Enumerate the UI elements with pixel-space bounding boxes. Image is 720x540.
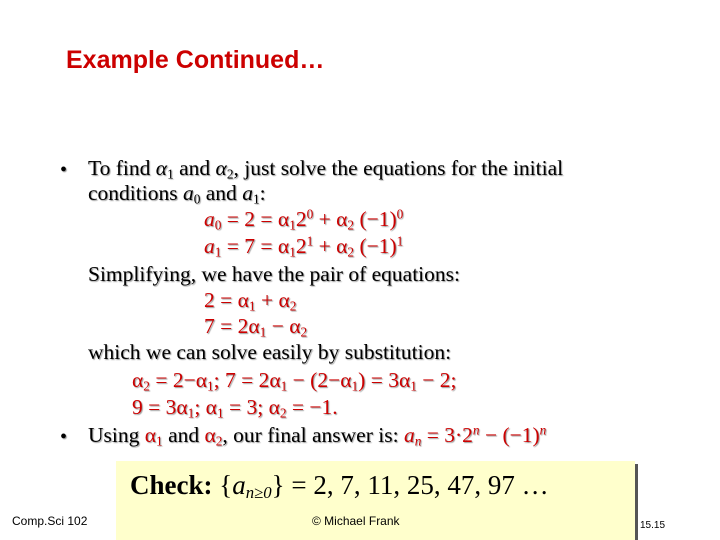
sub: 2 [289, 298, 297, 314]
text: a [403, 423, 415, 447]
text: + α [255, 288, 290, 312]
text: a [204, 207, 215, 231]
sub: 1 [289, 244, 296, 260]
text: = 2, 7, 11, 25, 47, 97 … [284, 470, 549, 500]
equation-pair-1 [204, 287, 296, 314]
text: To find [88, 156, 156, 180]
sub: 1 [206, 378, 214, 394]
line-final-answer [88, 422, 546, 449]
text: = 3; α [223, 395, 280, 419]
equation-pair-2 [204, 313, 307, 340]
line-find-alphas [88, 155, 563, 182]
text: a [204, 234, 215, 258]
sub: 1 [289, 217, 296, 233]
sub: 2 [226, 166, 234, 182]
sup: n [472, 422, 480, 438]
text: ; α [194, 395, 217, 419]
sub: 1 [248, 298, 256, 314]
text: and [200, 181, 243, 205]
text: = 2 = α [221, 207, 290, 231]
sub: 1 [252, 191, 260, 207]
sub: 2 [347, 217, 355, 233]
sup: 1 [306, 233, 314, 249]
alpha1: α [155, 156, 168, 180]
equation-substitution-1 [132, 367, 457, 394]
text: ) = 3α [358, 368, 411, 392]
sub: 1 [280, 378, 288, 394]
line-substitution: which we can solve easily by substitution: [88, 340, 452, 364]
final-formula [404, 423, 546, 447]
text: = 2−α [149, 368, 207, 392]
a1: a [242, 181, 253, 205]
a0: a [182, 181, 194, 205]
sub: 1 [214, 244, 222, 260]
sup: 0 [306, 206, 314, 222]
sub: 1 [156, 433, 163, 449]
text: , our final answer is: [222, 423, 404, 447]
line-simplifying: Simplifying, we have the pair of equations: [88, 262, 460, 286]
sub: n [414, 433, 422, 449]
check-statement [130, 470, 549, 501]
text: − (2−α [287, 368, 352, 392]
alpha2: α [215, 156, 227, 180]
text: + α [313, 234, 348, 258]
sub: 2 [143, 378, 150, 394]
text: 2 [295, 234, 307, 258]
bullet-2: • [60, 426, 68, 448]
text: (−1) [354, 207, 397, 231]
sub: 1 [187, 405, 195, 421]
sub: 1 [167, 166, 174, 182]
sub: 0 [193, 191, 201, 207]
alpha1: α [144, 423, 157, 447]
text: a [232, 470, 246, 500]
text: 2 [295, 207, 307, 231]
text: and [162, 423, 205, 447]
alpha2: α [204, 423, 216, 447]
text: (−1) [354, 234, 397, 258]
text: − α [266, 314, 301, 338]
text: , just solve the equations for the initial [233, 156, 564, 180]
slide-title: Example Continued… [66, 46, 325, 74]
text: Using [88, 423, 145, 447]
sub: 1 [351, 378, 359, 394]
footer-copyright: © Michael Frank [312, 514, 400, 528]
sup: n [539, 422, 547, 438]
sup: 1 [396, 233, 404, 249]
text: { [219, 470, 233, 500]
text: = 3·2 [421, 423, 473, 447]
text: α [132, 368, 144, 392]
sub: 1 [259, 324, 267, 340]
text: conditions [88, 181, 183, 205]
check-label: Check: [130, 470, 220, 500]
equation-a0 [204, 206, 403, 233]
text: } [271, 470, 285, 500]
bullet-1: • [60, 159, 68, 181]
text: and [173, 156, 216, 180]
text: ; 7 = 2α [213, 368, 281, 392]
sub: 1 [410, 378, 417, 394]
text: + α [313, 207, 348, 231]
footer-course: Comp.Sci 102 [12, 514, 88, 528]
text: = −1. [286, 395, 338, 419]
sub: 1 [216, 405, 224, 421]
sub: n≥0 [245, 483, 272, 503]
footer-page-number: 15.15 [640, 520, 666, 531]
text: 2 = α [204, 288, 249, 312]
text: 7 = 2α [204, 314, 260, 338]
sub: 2 [215, 433, 223, 449]
sub: 2 [279, 405, 287, 421]
text: : [259, 181, 266, 205]
text: 9 = 3α [132, 395, 188, 419]
line-conditions [88, 180, 266, 207]
equation-substitution-2 [132, 394, 338, 421]
text: − (−1) [479, 423, 540, 447]
sub: 0 [214, 217, 222, 233]
sub: 2 [300, 324, 308, 340]
sup: 0 [396, 206, 404, 222]
text: = 7 = α [221, 234, 290, 258]
sub: 2 [347, 244, 355, 260]
text: − 2; [416, 368, 457, 392]
equation-a1 [204, 233, 403, 260]
